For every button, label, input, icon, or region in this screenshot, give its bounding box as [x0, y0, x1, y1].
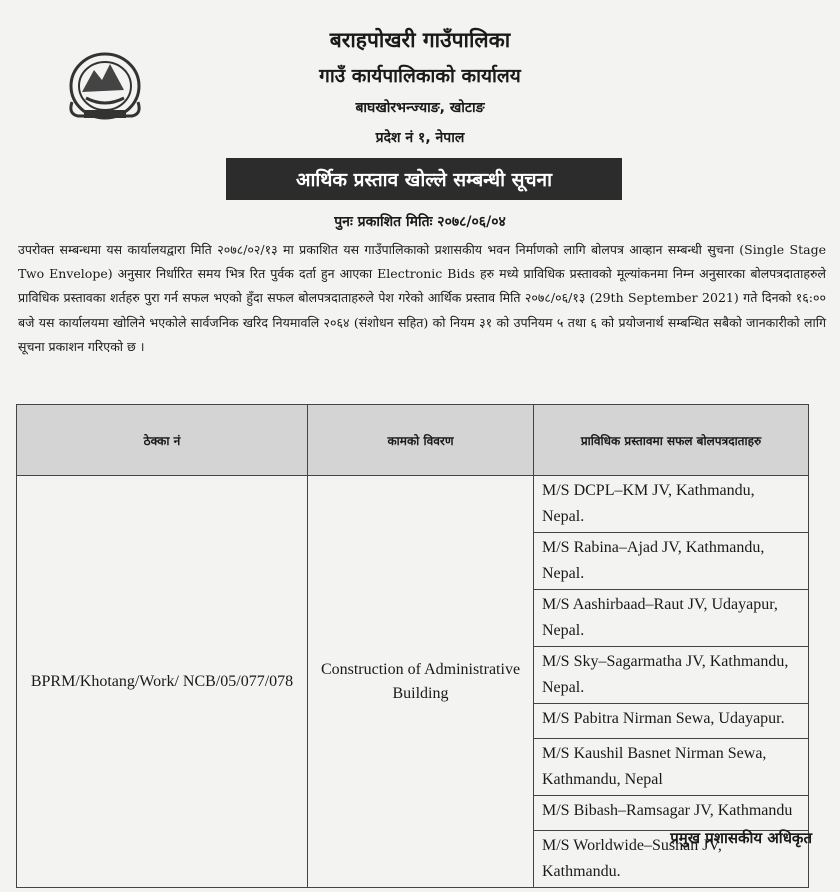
col-header-contract-no: ठेक्का नं: [17, 405, 308, 476]
table-header-row: [17, 405, 809, 476]
notice-title-banner: आर्थिक प्रस्ताव खोल्ले सम्बन्धी सूचना: [226, 158, 622, 200]
bidder-item: M/S Rabina–Ajad JV, Kathmandu, Nepal.: [534, 533, 809, 590]
table-row: [17, 476, 809, 533]
col-header-successful-bidders: प्राविधिक प्रस्तावमा सफल बोलपत्रदाताहरु: [534, 405, 809, 476]
office-subtitle: गाउँ कार्यपालिकाको कार्यालय: [319, 65, 521, 87]
work-description: Construction of Administrative Building: [308, 476, 534, 888]
office-province: प्रदेश नं १, नेपाल: [375, 130, 465, 146]
bidder-item: M/S Kaushil Basnet Nirman Sewa, Kathmandu, Nepal: [534, 739, 809, 796]
col-header-work-description: कामको विवरण: [308, 405, 534, 476]
bidders-table: [16, 404, 809, 888]
office-address: बाघखोरभन्ज्याङ, खोटाङ: [355, 100, 485, 116]
reissue-date: पुनः प्रकाशित मितिः २०७८/०६/०४: [334, 214, 506, 230]
bidder-item: M/S Aashirbaad–Raut JV, Udayapur, Nepal.: [534, 590, 809, 647]
bidder-item: M/S Sky–Sagarmatha JV, Kathmandu, Nepal.: [534, 647, 809, 704]
contract-number: BPRM/Khotang/Work/ NCB/05/077/078: [17, 476, 308, 888]
bidder-item: M/S DCPL–KM JV, Kathmandu, Nepal.: [534, 476, 809, 533]
bidder-item: M/S Worldwide–Sushan JV, Kathmandu.: [534, 831, 809, 888]
bidder-item: M/S Bibash–Ramsagar JV, Kathmandu: [534, 796, 809, 831]
office-name: बराहपोखरी गाउँपालिका: [329, 28, 511, 52]
signatory-title: प्रमुख प्रशासकीय अधिकृत: [670, 829, 812, 847]
bidder-item: M/S Pabitra Nirman Sewa, Udayapur.: [534, 704, 809, 739]
notice-body: उपरोक्त सम्बन्धमा यस कार्यालयद्वारा मिति २०७८/०२/१३ मा प्रकाशित यस गाउँपालिकाको प्रशासकीय भवन निर्माणको लागि बोलपत्र आव्हान सम्बन्धी सुचना (Single Stage Two Envelope) अनुसार निर्धारित समय भित्र रित पुर्वक दर्ता हुन आएका Electronic Bids हरु मध्ये प्राविधिक प्रस्तावको मूल्यांकनमा निम्न अनुसारका बोलपत्रदाताहरुले प्राविधिक प्रस्तावका शर्तहरु पुरा गर्न सफल भएको हुँदा सफल बोलपत्रदाताहरुले पेश गरेको आर्थिक प्रस्ताव मिति २०७८/०६/१३ (29th September 2021) गते दिनको १६:०० बजे यस कार्यालयमा खोलिने भएकोले सार्वजनिक खरिद नियमावलि २०६४ (संशोधन सहित) को नियम ३१ को उपनियम ५ तथा ६ को प्रयोजनार्थ सम्बन्धित सबैको जानकारीको लागि सूचना प्रकाशन गरिएको छ ।: [18, 242, 826, 354]
